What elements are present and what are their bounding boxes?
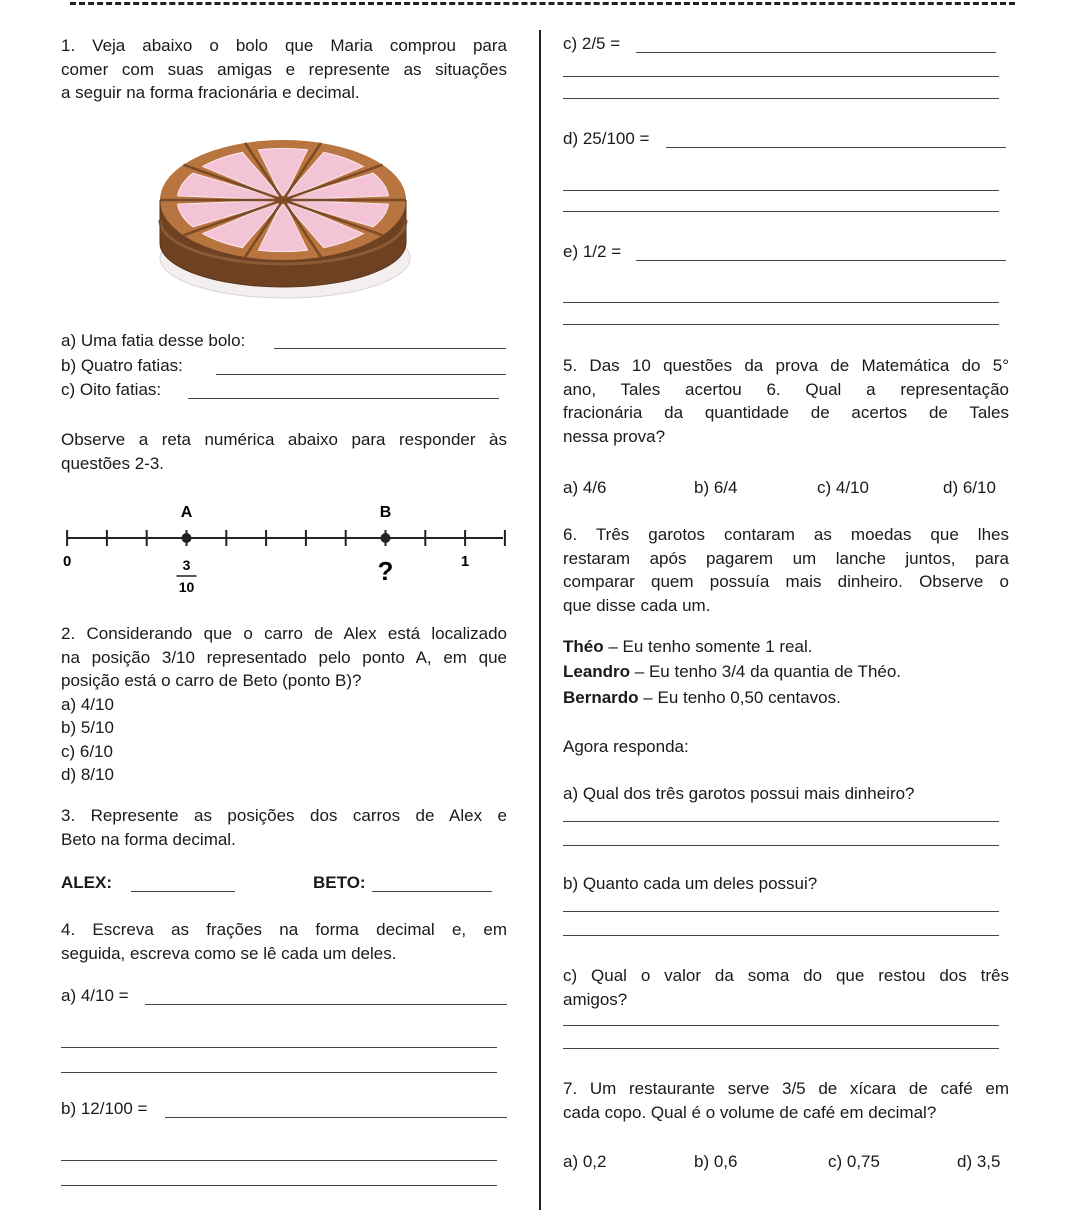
q7-option-a[interactable]: a) 0,2 — [563, 1152, 607, 1171]
agora-responda: Agora responda: — [563, 737, 689, 756]
q7-line-2: cada copo. Qual é o volume de café em decimal? — [563, 1102, 937, 1122]
answer-line-q4a-3[interactable] — [61, 1072, 497, 1073]
q3-line-2: Beto na forma decimal. — [61, 829, 236, 849]
q5-line-1: 5. Das 10 questões da prova de Matemática do 5° — [563, 356, 1009, 375]
q4-item-c: c) 2/5 = — [563, 34, 621, 53]
answer-line-q4a[interactable] — [145, 1004, 507, 1005]
q1-item-c: c) Oito fatias: — [61, 380, 162, 399]
answer-line-q6b-2[interactable] — [563, 935, 999, 936]
answer-line-q6a[interactable] — [563, 821, 999, 822]
answer-line-q4c-3[interactable] — [563, 98, 999, 99]
bernardo-statement — [563, 688, 841, 708]
answer-line-q4d[interactable] — [666, 147, 1006, 148]
question-7-prompt — [563, 1077, 1009, 1124]
leandro-statement — [563, 662, 901, 682]
q5-line-2: ano, Tales acertou 6. Qual a representação — [563, 379, 1009, 399]
answer-line-q4e[interactable] — [636, 260, 1006, 261]
bernardo-text: – Eu tenho 0,50 centavos. — [638, 688, 841, 707]
q6-item-b: b) Quanto cada um deles possui? — [563, 874, 818, 893]
q4-item-e: e) 1/2 = — [563, 242, 622, 261]
top-dashed-border — [70, 2, 1015, 5]
answer-line-q4b-3[interactable] — [61, 1185, 497, 1186]
q5-option-a[interactable]: a) 4/6 — [563, 478, 607, 497]
answer-line-q6a-2[interactable] — [563, 845, 999, 846]
q4-line-2: seguida, escreva como se lê cada um deles. — [61, 943, 397, 963]
q4-line-1: 4. Escreva as frações na forma decimal e, em — [61, 920, 507, 939]
answer-line-q4d-3[interactable] — [563, 211, 999, 212]
question-3-prompt — [61, 804, 507, 851]
q6-line-2: restaram após pagarem um lanche juntos, para — [563, 548, 1009, 568]
q7-option-d[interactable]: d) 3,5 — [957, 1152, 1001, 1171]
question-2-prompt — [61, 622, 507, 787]
answer-line-alex[interactable] — [131, 891, 235, 892]
theo-statement — [563, 637, 812, 657]
answer-line-q6c[interactable] — [563, 1025, 999, 1026]
question-6-prompt — [563, 523, 1009, 617]
column-divider — [539, 30, 541, 1210]
q4-item-d: d) 25/100 = — [563, 129, 650, 148]
q1-line-1: 1. Veja abaixo o bolo que Maria comprou para — [61, 36, 507, 55]
answer-line-beto[interactable] — [372, 891, 492, 892]
q6-line-4: que disse cada um. — [563, 595, 711, 615]
fraction-denominator: 10 — [178, 579, 195, 595]
q4-item-a: a) 4/10 = — [61, 986, 129, 1005]
q2-option-a[interactable]: a) 4/10 — [61, 694, 114, 714]
q5-option-d[interactable]: d) 6/10 — [943, 478, 996, 497]
answer-line-q6c-2[interactable] — [563, 1048, 999, 1049]
q1-item-a: a) Uma fatia desse bolo: — [61, 331, 246, 350]
q2-option-d[interactable]: d) 8/10 — [61, 765, 114, 784]
q5-line-4: nessa prova? — [563, 426, 666, 446]
one-label: 1 — [460, 553, 470, 570]
answer-line-q4c-2[interactable] — [563, 76, 999, 77]
q1-item-b: b) Quatro fatias: — [61, 356, 183, 375]
answer-line-q4c[interactable] — [636, 52, 996, 53]
q5-option-b[interactable]: b) 6/4 — [694, 478, 738, 497]
q3-line-1: 3. Represente as posições dos carros de Alex e — [61, 806, 507, 825]
answer-line-q4e-3[interactable] — [563, 324, 999, 325]
q6-item-a: a) Qual dos três garotos possui mais dinheiro? — [563, 784, 915, 803]
q2-line-2: na posição 3/10 representado pelo ponto A, em que — [61, 647, 507, 667]
q6c-line-1: c) Qual o valor da soma do que restou dos três — [563, 966, 1009, 985]
theo-text: – Eu tenho somente 1 real. — [603, 637, 813, 656]
q2-line-3: posição está o carro de Beto (ponto B)? — [61, 671, 362, 690]
cake-image — [150, 125, 425, 305]
answer-line-q4b-2[interactable] — [61, 1160, 497, 1161]
answer-line-q1c[interactable] — [188, 398, 499, 399]
point-b-marker — [381, 533, 391, 543]
q4-item-b: b) 12/100 = — [61, 1099, 148, 1118]
bernardo-name: Bernardo — [563, 688, 639, 707]
answer-line-q4e-2[interactable] — [563, 302, 999, 303]
question-4-prompt — [61, 918, 507, 965]
q2-option-c[interactable]: c) 6/10 — [61, 741, 113, 761]
question-5-prompt — [563, 354, 1009, 448]
theo-name: Théo — [563, 637, 604, 656]
q5-option-c[interactable]: c) 4/10 — [817, 478, 869, 497]
question-1-prompt — [61, 34, 507, 105]
q6-line-1: 6. Três garotos contaram as moedas que lhes — [563, 525, 1009, 544]
question-mark: ? — [377, 556, 394, 586]
q2-line-1: 2. Considerando que o carro de Alex está localizado — [61, 624, 507, 643]
answer-line-q4b[interactable] — [165, 1117, 507, 1118]
number-line — [62, 498, 505, 603]
q6c-line-2: amigos? — [563, 989, 628, 1009]
q1-line-2: comer com suas amigas e represente as situações — [61, 59, 507, 79]
answer-line-q4d-2[interactable] — [563, 190, 999, 191]
answer-line-q4a-2[interactable] — [61, 1047, 497, 1048]
q2-option-b[interactable]: b) 5/10 — [61, 718, 114, 737]
point-a-label: A — [180, 504, 193, 521]
observe-line-1: Observe a reta numérica abaixo para responder às — [61, 430, 507, 449]
point-b-label: B — [379, 504, 392, 521]
q6-item-c — [563, 964, 1009, 1011]
zero-label: 0 — [62, 553, 72, 570]
q7-option-c[interactable]: c) 0,75 — [828, 1152, 880, 1171]
alex-label: ALEX: — [61, 873, 112, 892]
leandro-name: Leandro — [563, 662, 631, 681]
answer-line-q1a[interactable] — [274, 348, 506, 349]
fraction-numerator: 3 — [182, 557, 191, 573]
leandro-text: – Eu tenho 3/4 da quantia de Théo. — [630, 662, 902, 681]
point-a-marker — [182, 533, 192, 543]
answer-line-q1b[interactable] — [216, 374, 506, 375]
beto-label: BETO: — [313, 873, 366, 892]
answer-line-q6b[interactable] — [563, 911, 999, 912]
observe-line-2: questões 2-3. — [61, 453, 165, 473]
q5-line-3: fracionária da quantidade de acertos de Tales — [563, 403, 1009, 422]
q7-option-b[interactable]: b) 0,6 — [694, 1152, 738, 1171]
q7-line-1: 7. Um restaurante serve 3/5 de xícara de café em — [563, 1079, 1009, 1098]
observe-instruction — [61, 428, 507, 475]
q6-line-3: comparar quem possuía mais dinheiro. Observe o — [563, 572, 1009, 591]
q1-line-3: a seguir na forma fracionária e decimal. — [61, 83, 360, 102]
